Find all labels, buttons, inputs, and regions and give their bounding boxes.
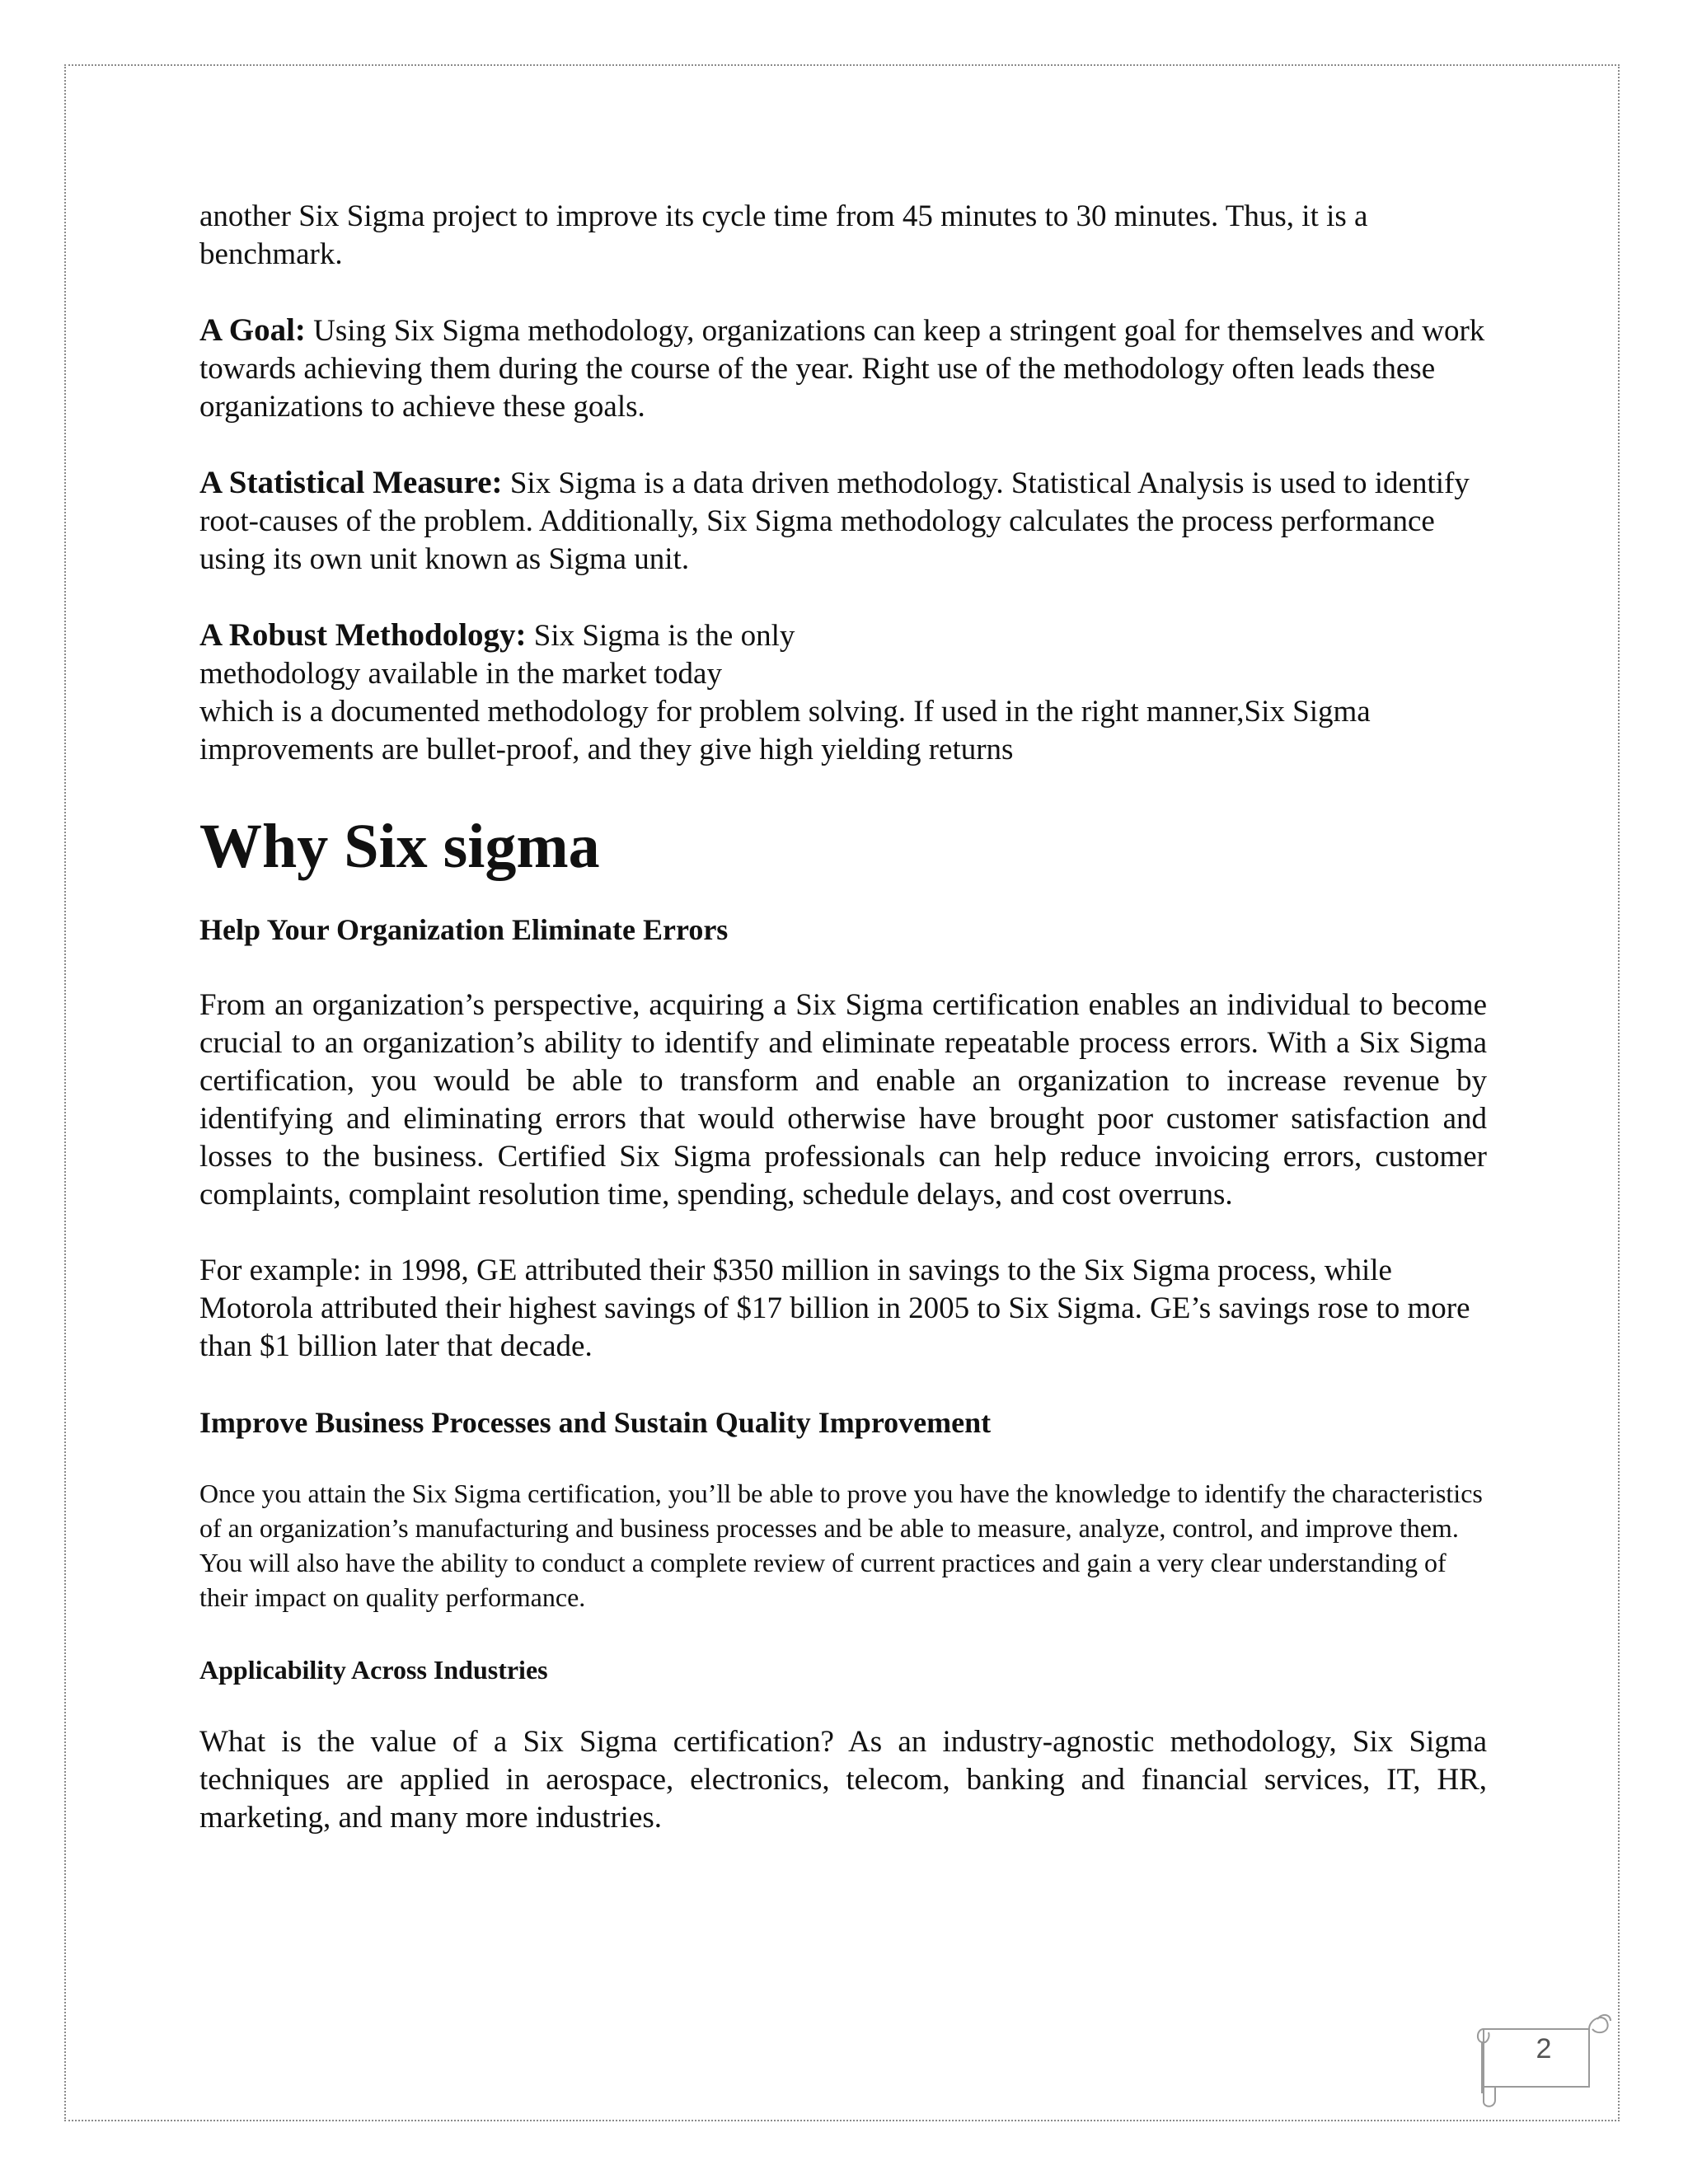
robust-methodology-text-1: Six Sigma is the only bbox=[526, 619, 795, 653]
why-six-sigma-heading: Why Six sigma bbox=[199, 812, 600, 881]
goal-paragraph bbox=[199, 312, 1487, 426]
robust-methodology-lead: A Robust Methodology: bbox=[199, 617, 527, 653]
applicability-paragraph: What is the value of a Six Sigma certification? As an industry-agnostic methodology, Six Sigma techniques are applied in aerospace, electronics, telecom, banking and financial services, IT, HR, marketing, and many more industries. bbox=[199, 1725, 1487, 1835]
statistical-measure-text: Six Sigma is a data driven methodology. Statistical Analysis is used to identify root-causes of the problem. Additionally, Six Sigma methodology calculates the process performance using its own unit known as Sigma unit. bbox=[199, 466, 1470, 576]
section-heading-eliminate-errors: Help Your Organization Eliminate Errors bbox=[199, 913, 729, 946]
goal-text: Using Six Sigma methodology, organizations can keep a stringent goal for themselves and work towards achieving them during the course of the year. Right use of the methodology often leads these organizations to achieve these goals. bbox=[199, 314, 1485, 424]
improve-processes-paragraph: Once you attain the Six Sigma certification, you’ll be able to prove you have the knowledge to identify the characteristics of an organization’s manufacturing and business processes and be able to measure, analyze, control, and improve them. You will also have the ability to conduct a complete review of current practices and gain a very clear understanding of their impact on quality performance. bbox=[199, 1479, 1483, 1612]
goal-lead: A Goal: bbox=[199, 312, 306, 348]
section-heading-applicability: Applicability Across Industries bbox=[199, 1655, 548, 1685]
statistical-measure-paragraph bbox=[199, 464, 1487, 579]
robust-methodology-line-3: which is a documented methodology for problem solving. If used in the right manner,Six Sigma improvements are bullet-proof, and they give high yielding returns bbox=[199, 695, 1371, 766]
section-heading-improve-processes: Improve Business Processes and Sustain Quality Improvement bbox=[199, 1406, 992, 1439]
eliminate-errors-paragraph: From an organization’s perspective, acquiring a Six Sigma certification enables an individual to become crucial to an organization’s ability to identify and eliminate repeatable process errors. With a Six Sigma certification, you would be able to transform and enable an organization to increase revenue by identifying and eliminating errors that would otherwise have brought poor customer satisfaction and losses to the business. Certified Six Sigma professionals can help reduce invoicing errors, customer complaints, complaint resolution time, spending, schedule delays, and cost overruns. bbox=[199, 988, 1487, 1212]
robust-methodology-paragraph bbox=[199, 616, 1487, 769]
example-paragraph: For example: in 1998, GE attributed their $350 million in savings to the Six Sigma process, while Motorola attributed their highest savings of $17 billion in 2005 to Six Sigma. GE’s savings rose to more than $1 billion later that decade. bbox=[199, 1254, 1470, 1363]
robust-methodology-line-2: methodology available in the market today bbox=[199, 657, 722, 691]
statistical-measure-lead: A Statistical Measure: bbox=[199, 465, 503, 500]
page-number: 2 bbox=[1536, 2033, 1552, 2064]
intro-paragraph: another Six Sigma project to improve its cycle time from 45 minutes to 30 minutes. Thus, it is a benchmark. bbox=[199, 199, 1368, 271]
robust-methodology-line-1 bbox=[199, 616, 1487, 655]
document-body bbox=[199, 198, 1487, 1837]
